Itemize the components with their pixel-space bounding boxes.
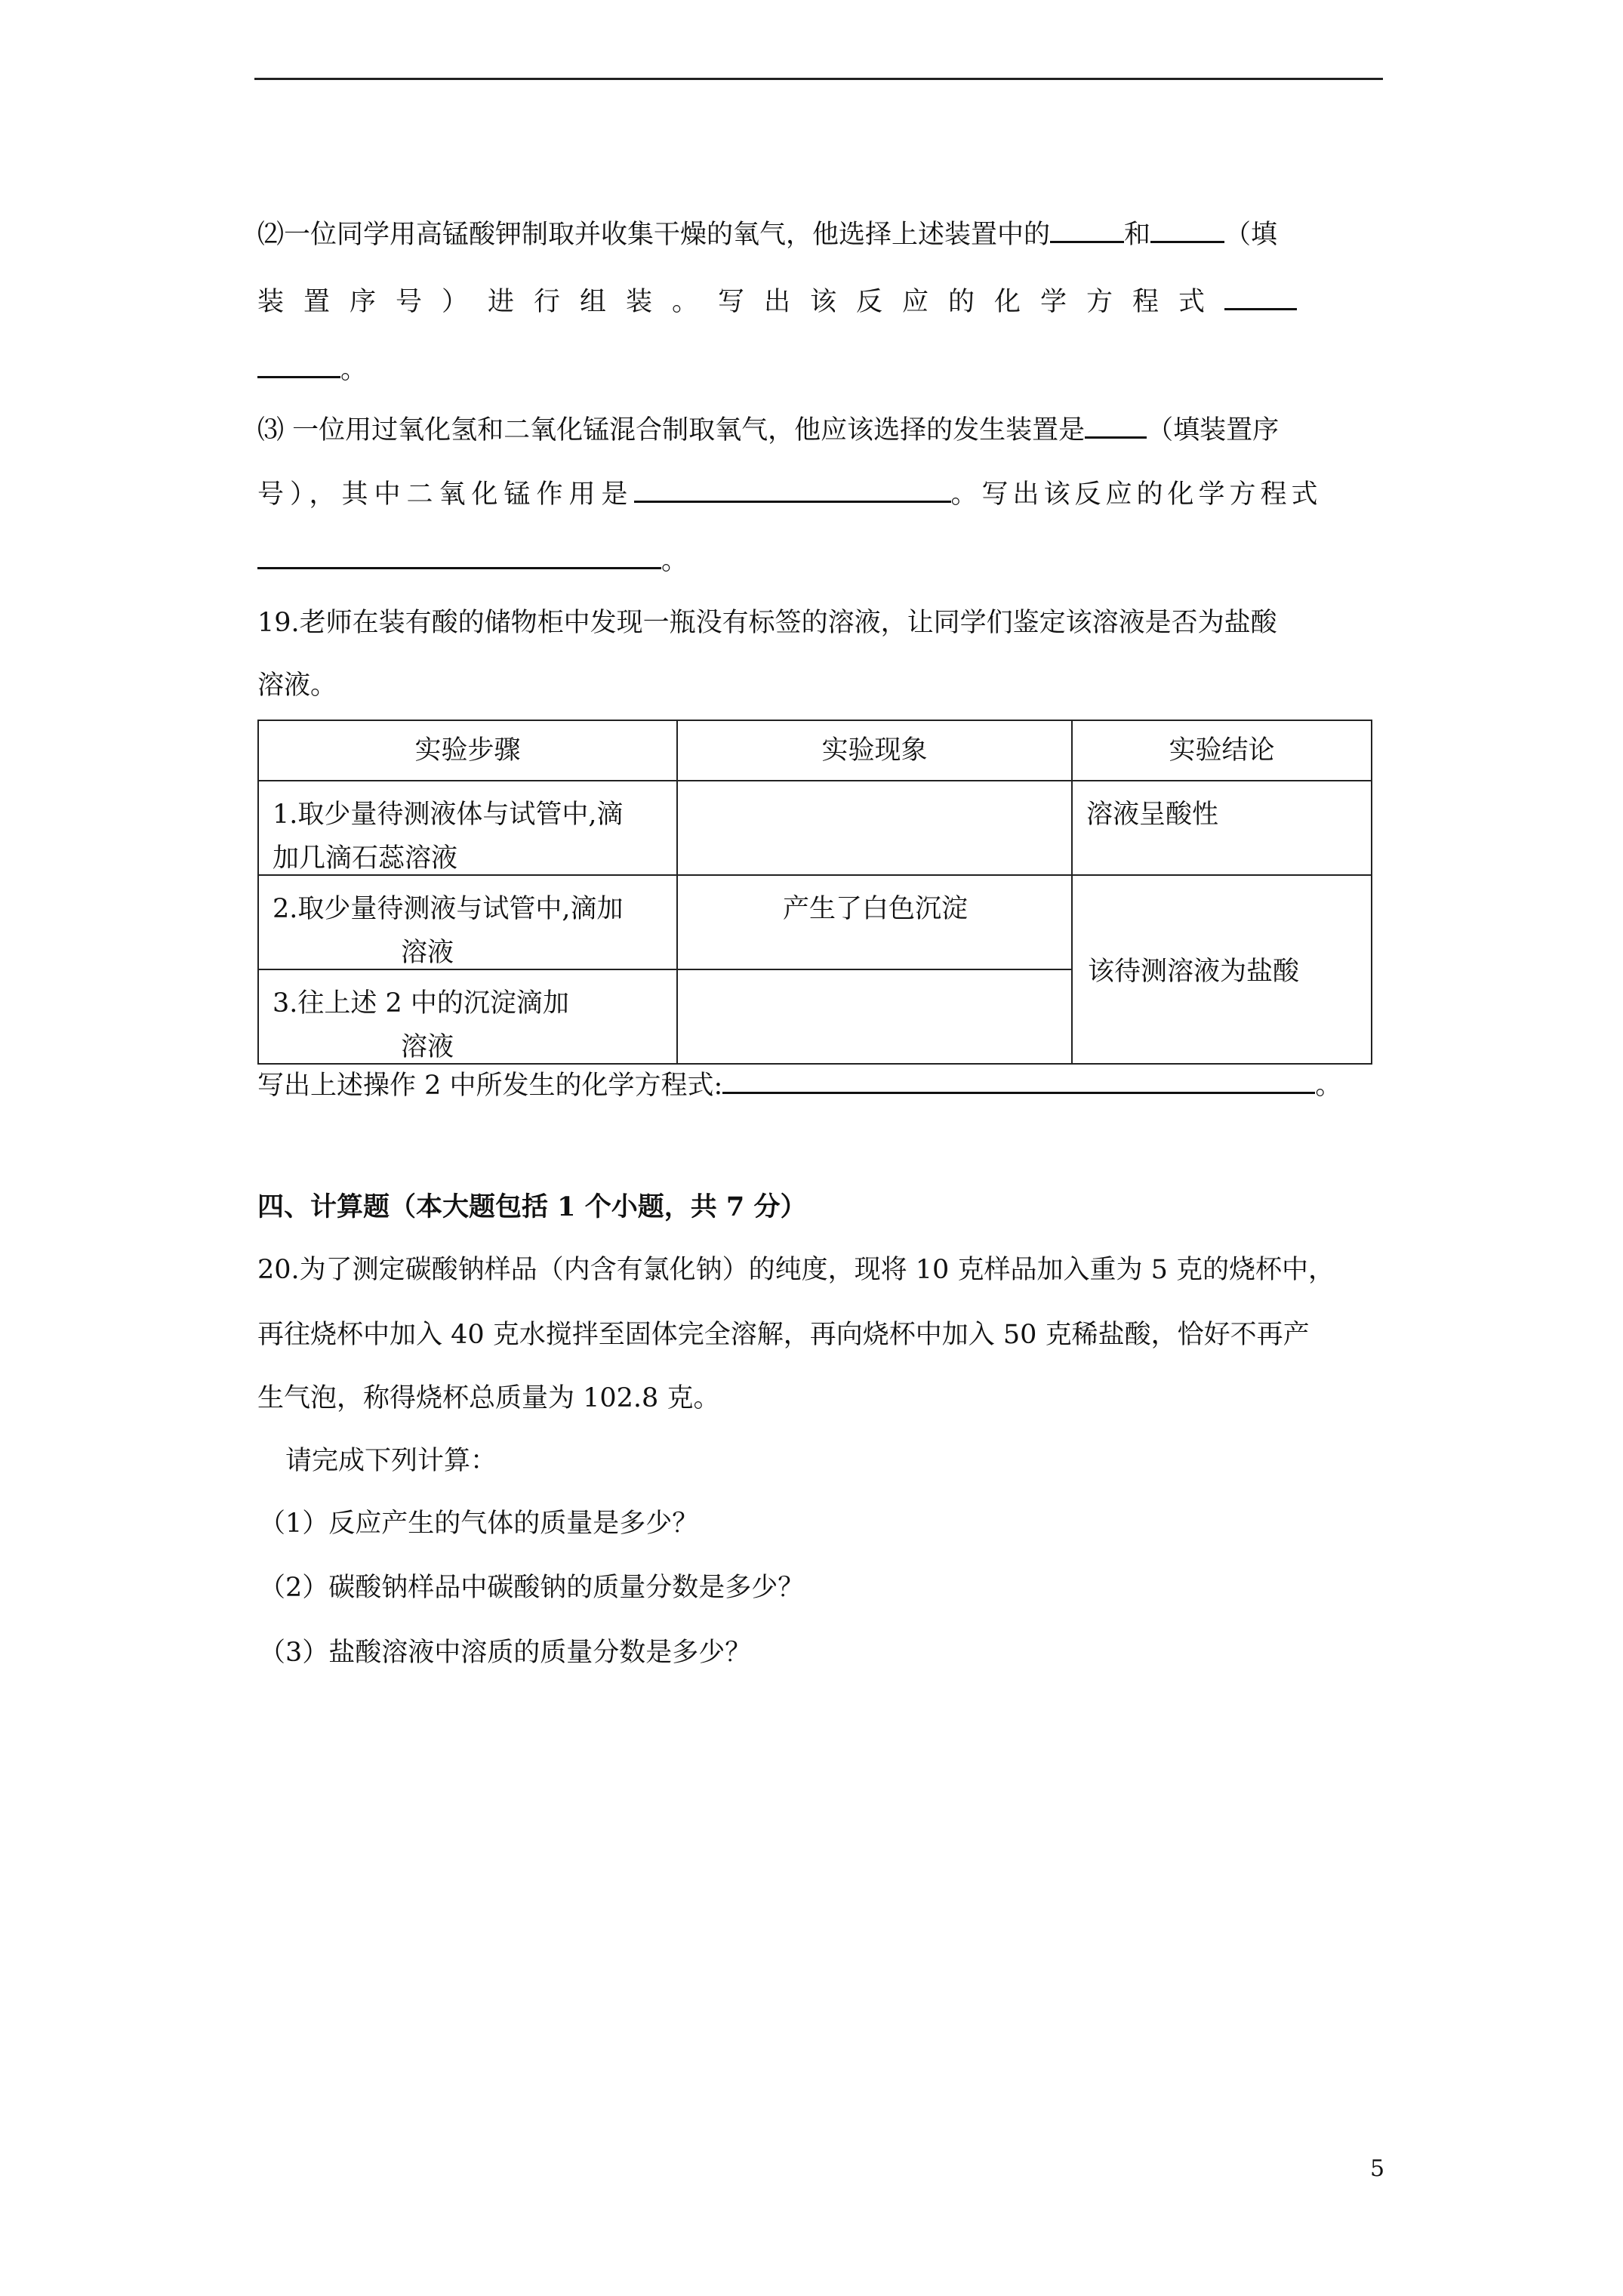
page-number: 5 [1370, 2156, 1385, 2182]
equation-blank-continued[interactable] [257, 349, 340, 378]
answer-blank[interactable] [1050, 214, 1124, 243]
step-cell: 1.取少量待测液体与试管中,滴 加几滴石蕊溶液 [258, 781, 677, 875]
equation-blank[interactable] [722, 1065, 1315, 1094]
section-heading: 四、计算题（本大题包括 1 个小题，共 7 分） [257, 1191, 807, 1222]
table-header-cell: 实验结论 [1072, 720, 1372, 781]
q18-3-line1: ⑶ 一位用过氧化氢和二氧化锰混合制取氧气，他应该选择的发生装置是 （填装置序 [257, 409, 1279, 449]
answer-blank[interactable] [1150, 214, 1224, 243]
table-header-cell: 实验步骤 [258, 720, 677, 781]
equation-blank[interactable] [257, 540, 661, 569]
phenomenon-cell[interactable] [677, 969, 1072, 1064]
q19-line2: 溶液。 [257, 670, 337, 701]
q20-line3: 生气泡，称得烧杯总质量为 102.8 克。 [257, 1383, 720, 1413]
q19-line1: 19.老师在装有酸的储物柜中发现一瓶没有标签的溶液，让同学们鉴定该溶液是否为盐酸 [257, 608, 1277, 638]
q18-3-line3: 。 [257, 540, 688, 580]
step-cell: 2.取少量待测液与试管中,滴加 溶液 [258, 875, 677, 969]
step-cell: 3.往上述 2 中的沉淀滴加 溶液 [258, 969, 677, 1064]
q20-sub3: （3）盐酸溶液中溶质的质量分数是多少？ [259, 1638, 752, 1668]
q20-sub2: （2）碳酸钠样品中碳酸钠的质量分数是多少？ [259, 1573, 805, 1603]
q20-line2: 再往烧杯中加入 40 克水搅拌至固体完全溶解，再向烧杯中加入 50 克稀盐酸，恰好不再产 [257, 1320, 1310, 1350]
experiment-table [257, 720, 1372, 1065]
q20-intro: 请完成下列计算： [285, 1446, 497, 1476]
q18-3-line2: 号），其中二氧化锰作用是 。写出该反应的化学方程式 [257, 473, 1323, 513]
q20-line1: 20.为了测定碳酸钠样品（内含有氯化钠）的纯度，现将 10 克样品加入重为 5 克的烧杯中， [257, 1255, 1335, 1285]
table-row [258, 875, 1372, 969]
q18-2-line2: 装置序号）进行组装。写出该反应的化学方程式 [257, 281, 1297, 321]
table-header-row [258, 720, 1372, 781]
phenomenon-cell: 产生了白色沉淀 [677, 875, 1072, 969]
q18-2-line1: ⑵一位同学用高锰酸钾制取并收集干燥的氧气，他选择上述装置中的 和 （填 [257, 214, 1277, 254]
conclusion-cell: 该待测溶液为盐酸 [1072, 875, 1372, 1064]
q18-2-line3: 。 [257, 349, 367, 389]
table-row [258, 781, 1372, 875]
answer-blank[interactable] [634, 473, 951, 503]
equation-blank[interactable] [1224, 281, 1297, 310]
table-header-cell: 实验现象 [677, 720, 1072, 781]
header-rule [254, 78, 1383, 80]
conclusion-cell: 溶液呈酸性 [1072, 781, 1372, 875]
q20-sub1: （1）反应产生的气体的质量是多少？ [259, 1509, 699, 1539]
phenomenon-cell[interactable] [677, 781, 1072, 875]
q19-equation-line: 写出上述操作 2 中所发生的化学方程式: 。 [257, 1065, 1341, 1105]
answer-blank[interactable] [1085, 409, 1147, 439]
